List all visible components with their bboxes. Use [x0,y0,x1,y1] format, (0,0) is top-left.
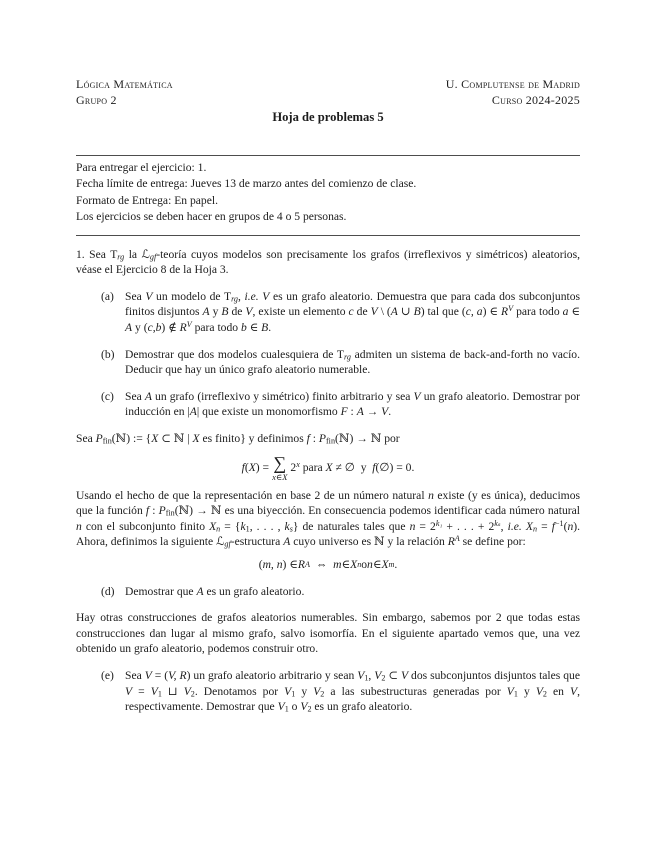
item-text: Sea V un modelo de $T_{rg}$, i.e. V es un grafo aleatorio. Demuestra que para cada dos subconjuntos finitos disjuntos A y B de V, existe un elemento c de V \ (A ∪ B) tal que (c, a) ∈ $R^V$ para todo a ∈ A y (c,b) ∉ $R^V$ para todo b ∈ B. [125,289,581,334]
item-label: (b) [101,347,115,361]
course-year: Curso 2024-2025 [491,93,580,107]
item-label: (a) [101,289,114,303]
info-line-groups: Los ejercicios se deben hacer en grupos de 4 o 5 personas. [76,210,347,224]
exercise-item-b [101,347,580,378]
header-right [446,76,580,108]
document-header [76,76,580,108]
item-text: Demostrar que A es un grafo aleatorio. [125,584,305,598]
relation-formula: ( m, n ) ∈ R A ⇔ m ∈ X n o n ∈ X m . [258,557,398,571]
exercise-item-c [101,389,580,420]
exercise-item-d [101,584,580,600]
item-label: (c) [101,389,114,403]
info-line-format: Formato de Entrega: En papel. [76,193,218,207]
header-left [76,76,173,108]
exercise-item-e [101,668,580,715]
info-line-deadline: Fecha límite de entrega: Jueves 13 de marzo antes del comienzo de clase. [76,177,417,191]
exercise-intro: 1. Sea $T_{rg}$ la ℒ$_{gf}$-teoría cuyos modelos son precisamente los grafos (irreflexivos y simétricos) aleatorios, véase el Ejercicio 8 de la Hoja 3. [76,247,580,277]
item-text: Demostrar que dos modelos cualesquiera de $T_{rg}$ admiten un sistema de back-and-forth no vacío. Deducir que hay un único grafo aleatorio numerable. [125,347,580,377]
formula-pre: f(X) = [241,460,270,474]
info-block [76,156,580,235]
exercise-item-a [101,289,580,336]
sheet-title: Hoja de problemas 5 [272,110,384,124]
item-label: (d) [101,584,115,598]
info-line-deliver: Para entregar el ejercicio: 1. [76,161,207,174]
formula-post: 2$^x$ para X ≠ ∅ y f(∅) = 0. [290,459,415,474]
sum-limits: x∈X [272,471,288,482]
item-text: Sea V = (V, R) un grafo aleatorio arbitrario y sean $V_1$, $V_2$ ⊂ V dos subconjuntos disjuntos tales que $V = V_1$ ⊔ $V_2$. Denotamos por $V_1$ y $V_2$ a las subestructuras generadas por $V_1$ y $V_2$ en V, respectivamente. Demostrar que $V_1$ o $V_2$ es un grafo aleatorio. [125,668,581,714]
paragraph-pfin: Sea $P_{fin}(ℕ)$ := {X ⊂ ℕ | X es finito} y definimos f : $P_{fin}(ℕ)$ → ℕ por [76,431,400,446]
sum-formula [76,454,580,482]
course-name: Lógica Matemática [76,77,173,91]
group-name: Grupo 2 [76,93,117,107]
summation-symbol [272,454,287,482]
paragraph-hay-otras: Hay otras construcciones de grafos aleatorios numerables. Sin embargo, sabemos por 2 que todas estas construcciones dan lugar al mismo grafo, salvo isomorfía. En el siguiente apartado vemos que, una vez obtenido un grafo aleatorio, podemos construir otro. [76,611,580,656]
item-label: (e) [101,668,114,682]
item-text: Sea A un grafo (irreflexivo y simétrico) finito arbitrario y sea V un grafo aleatorio. Demostrar por inducción en |A| que existe un monomorfismo F : A → V. [125,389,581,419]
sigma-glyph: ∑ [273,452,287,473]
university-name: U. Complutense de Madrid [445,77,580,91]
horizontal-rule-bottom [76,235,580,236]
paragraph-usando: Usando el hecho de que la representación en base 2 de un número natural n existe (y es única), deducimos que la función f : $P_{fin}(ℕ)$ → ℕ es una biyección. En consecuencia podemos identificar cada número natural n con el subconjunto finito $X_n = \{k_1$, . . . , $k_s$} de naturales tales que $n = 2^{k_1}$ + . . . + $2^{k_s}$, i.e. $X_n = f^{-1}(n)$. Ahora, definimos la siguiente ℒ$_{gf}$-estructura A cuyo universo es ℕ y la relación $R^A$ se define por: [76,488,581,549]
